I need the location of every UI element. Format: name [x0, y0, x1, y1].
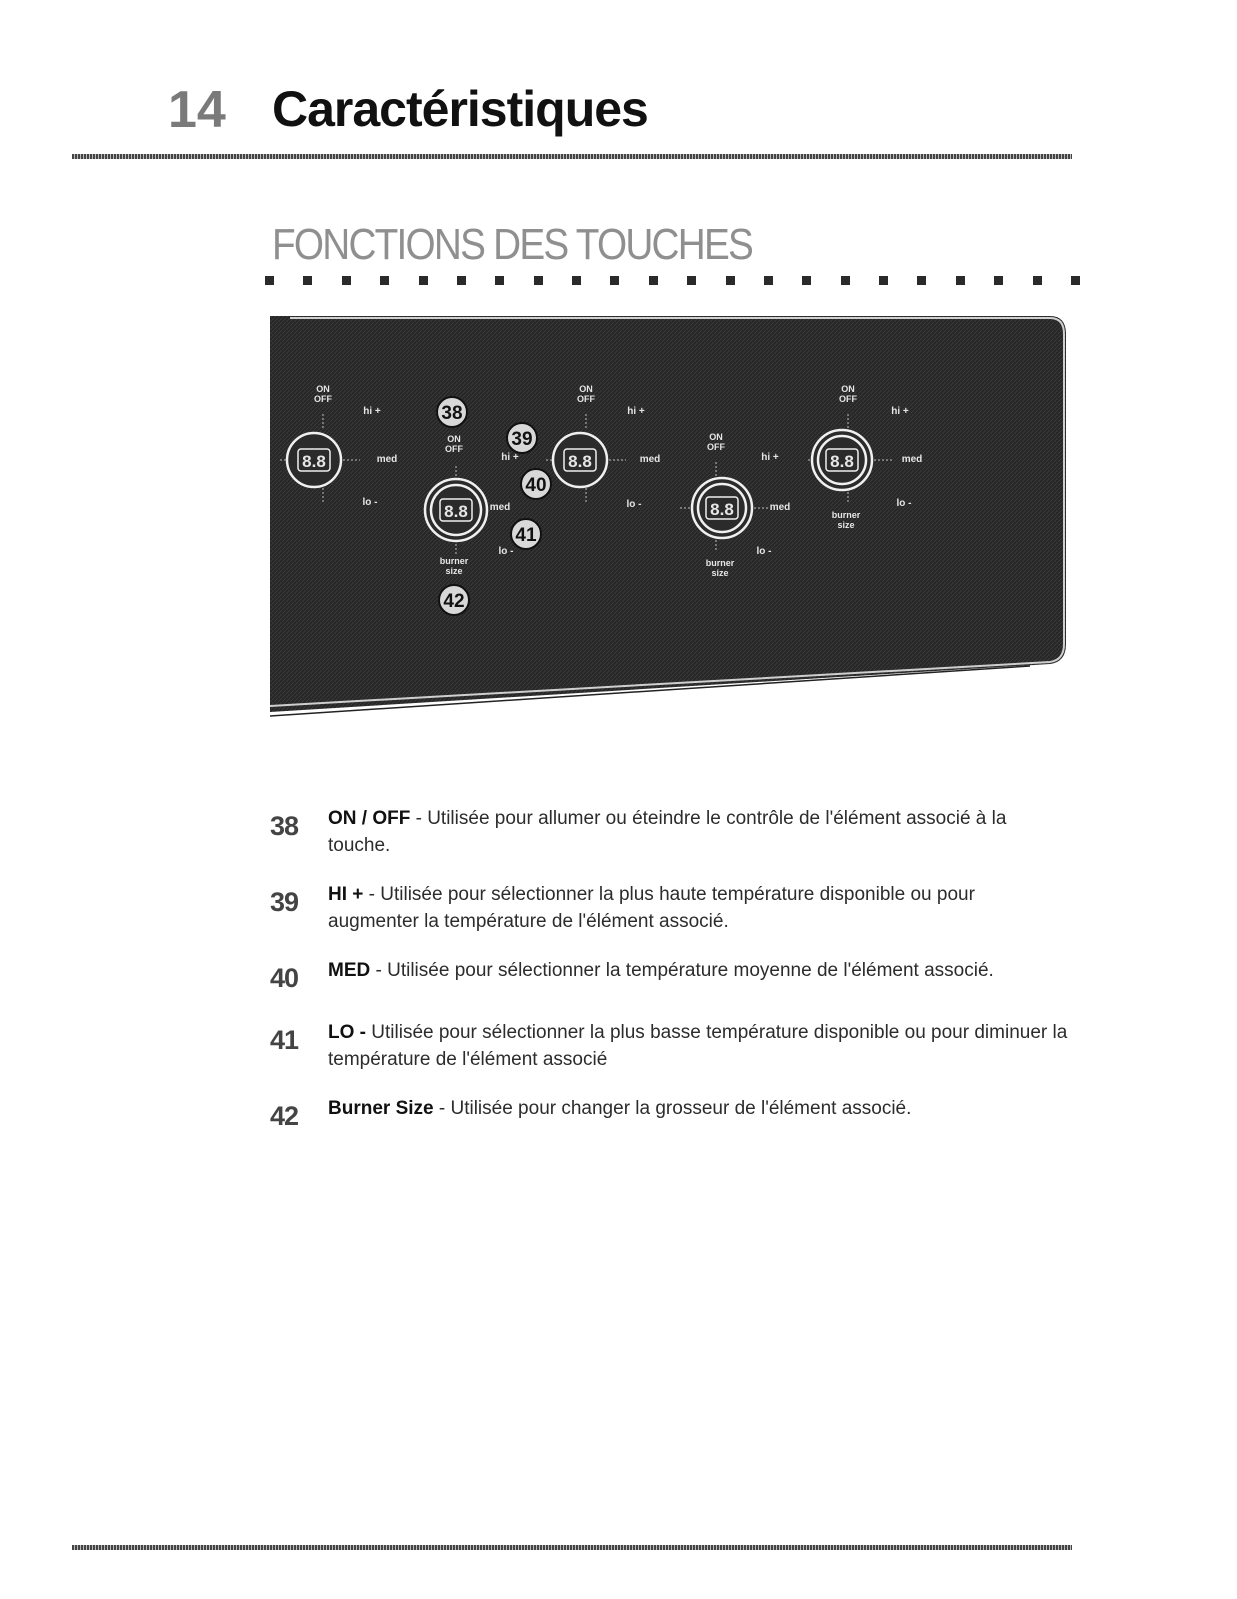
off-label: OFF: [314, 394, 332, 404]
legend-number: 39: [270, 887, 299, 917]
med-label: med: [769, 502, 791, 513]
divider-square: [726, 276, 735, 285]
legend-text: - Utilisée pour changer la grosseur de l'élément associé.: [433, 1098, 912, 1119]
legend-description: [328, 805, 1070, 859]
legend-number: 41: [270, 1025, 299, 1055]
med-label: med: [376, 454, 398, 465]
burner-label: burner: [831, 510, 861, 520]
lo-minus-label: lo -: [498, 546, 514, 557]
footer-rule: [72, 1545, 1072, 1550]
legend-description: [328, 1019, 1070, 1073]
hi-plus-label: hi +: [627, 406, 645, 417]
legend-key: Burner Size: [328, 1098, 434, 1119]
legend-description: [328, 957, 1070, 984]
divider-square: [1071, 276, 1080, 285]
legend-key: HI +: [328, 884, 364, 905]
divider-square: [610, 276, 619, 285]
callout-number: 40: [525, 475, 547, 496]
digit-display: 8.8: [444, 502, 468, 521]
legend-number: 40: [270, 963, 299, 993]
page-title: Caractéristiques: [272, 81, 648, 137]
page-number: 14: [168, 81, 226, 139]
divider-square: [956, 276, 965, 285]
lo-minus-label: lo -: [896, 498, 912, 509]
legend-item: [270, 1019, 1070, 1073]
legend-key: LO -: [328, 1022, 366, 1043]
lo-minus-label: lo -: [756, 546, 772, 557]
divider-square: [265, 276, 274, 285]
divider-square: [380, 276, 389, 285]
divider-square: [841, 276, 850, 285]
off-label: OFF: [839, 394, 857, 404]
on-label: ON: [316, 384, 330, 394]
divider-square: [1033, 276, 1042, 285]
divider-square: [687, 276, 696, 285]
divider-square: [419, 276, 428, 285]
legend-item: [270, 881, 1070, 935]
legend-text: - Utilisée pour allumer ou éteindre le contrôle de l'élément associé à la touche.: [328, 808, 1007, 856]
hi-plus-label: hi +: [501, 452, 519, 463]
med-label: med: [489, 502, 511, 513]
legend-item: [270, 1095, 1070, 1135]
size-label: size: [445, 566, 463, 576]
burner-label: burner: [439, 556, 469, 566]
legend-key: MED: [328, 960, 371, 981]
divider-square: [572, 276, 581, 285]
divider-square: [495, 276, 504, 285]
divider-square: [994, 276, 1003, 285]
hi-plus-label: hi +: [891, 406, 909, 417]
legend-text: - Utilisée pour sélectionner la plus haute température disponible ou pour augmenter la température de l'élément associé.: [328, 884, 975, 932]
callout-number: 39: [511, 429, 533, 450]
divider-square: [457, 276, 466, 285]
on-label: ON: [579, 384, 593, 394]
legend-item: [270, 957, 1070, 997]
divider-square: [342, 276, 351, 285]
legend-description: [328, 1095, 1070, 1122]
divider-square: [764, 276, 773, 285]
lo-minus-label: lo -: [362, 497, 378, 508]
legend-list: [270, 805, 1070, 1157]
med-label: med: [639, 454, 661, 465]
callout-number: 42: [443, 591, 465, 612]
hi-plus-label: hi +: [363, 406, 381, 417]
size-label: size: [711, 568, 729, 578]
legend-number: 38: [270, 811, 299, 841]
section-title: FONCTIONS DES TOUCHES: [272, 220, 753, 269]
legend-item: [270, 805, 1070, 859]
header-rule: [72, 154, 1072, 159]
panel-surface: [270, 316, 1066, 712]
med-label: med: [901, 454, 923, 465]
divider-square: [802, 276, 811, 285]
legend-description: [328, 881, 1070, 935]
divider-square: [917, 276, 926, 285]
callout-number: 41: [515, 525, 537, 546]
divider-square: [879, 276, 888, 285]
off-label: OFF: [707, 442, 725, 452]
hi-plus-label: hi +: [761, 452, 779, 463]
off-label: OFF: [445, 444, 463, 454]
legend-text: - Utilisée pour sélectionner la température moyenne de l'élément associé.: [370, 960, 994, 981]
legend-number: 42: [270, 1101, 299, 1131]
dotted-divider: [265, 276, 1080, 288]
digit-display: 8.8: [568, 452, 592, 471]
divider-square: [534, 276, 543, 285]
lo-minus-label: lo -: [626, 499, 642, 510]
digit-display: 8.8: [710, 500, 734, 519]
digit-display: 8.8: [302, 452, 326, 471]
off-label: OFF: [577, 394, 595, 404]
divider-square: [303, 276, 312, 285]
burner-label: burner: [705, 558, 735, 568]
digit-display: 8.8: [830, 452, 854, 471]
size-label: size: [837, 520, 855, 530]
on-label: ON: [709, 432, 723, 442]
divider-square: [649, 276, 658, 285]
callout-number: 38: [441, 403, 463, 424]
legend-key: ON / OFF: [328, 808, 411, 829]
control-panel-illustration: [270, 314, 1076, 720]
on-label: ON: [447, 434, 461, 444]
legend-text: Utilisée pour sélectionner la plus basse température disponible ou pour diminuer la température de l'élément associé: [328, 1022, 1068, 1070]
on-label: ON: [841, 384, 855, 394]
